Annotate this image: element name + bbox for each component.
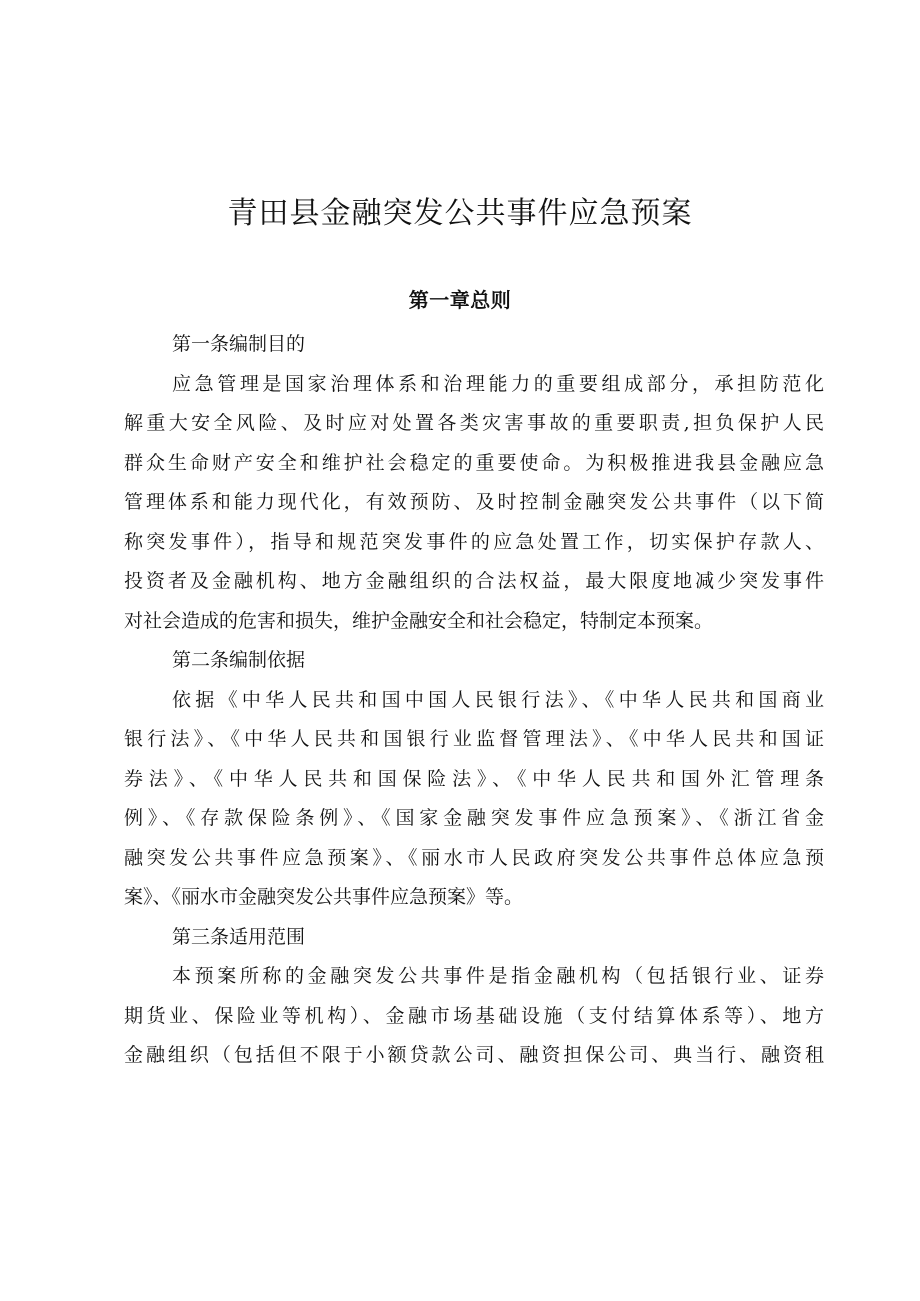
paragraph-line: 金融组织（包括但不限于小额贷款公司、融资担保公司、典当行、融资租 — [124, 1044, 824, 1066]
paragraph-line: 融突发公共事件应急预案》、《丽水市人民政府突发公共事件总体应急预 — [124, 846, 824, 869]
paragraph-line: 称突发事件），指导和规范突发事件的应急处置工作，切实保护存款人、 — [124, 530, 824, 553]
paragraph-line: 应急管理是国家治理体系和治理能力的重要组成部分，承担防范化 — [172, 372, 824, 395]
paragraph-line-last: 对社会造成的危害和损失，维护金融安全和社会稳定，特制定本预案。 — [124, 609, 714, 632]
paragraph-line: 依据《中华人民共和国中国人民银行法》、《中华人民共和国商业 — [172, 688, 824, 711]
section-heading-basis: 第二条编制依据 — [172, 649, 306, 671]
paragraph-line: 管理体系和能力现代化，有效预防、及时控制金融突发公共事件（以下简 — [124, 491, 824, 513]
section-heading-purpose: 第一条编制目的 — [172, 333, 306, 355]
paragraph-line: 券法》、《中华人民共和国保险法》、《中华人民共和国外汇管理条 — [124, 767, 824, 790]
paragraph-line: 期货业、保险业等机构）、金融市场基础设施（支付结算体系等）、地方 — [124, 1004, 824, 1027]
paragraph-line: 银行法》、《中华人民共和国银行业监督管理法》、《中华人民共和国证 — [124, 728, 824, 750]
paragraph-line: 解重大安全风险、及时应对处置各类灾害事故的重要职责,担负保护人民 — [124, 412, 824, 434]
section-heading-scope: 第三条适用范围 — [172, 925, 306, 948]
paragraph-line: 群众生命财产安全和维护社会稳定的重要使命。为积极推进我县金融应急 — [124, 451, 824, 474]
paragraph-line: 例》、《存款保险条例》、《国家金融突发事件应急预案》、《浙江省金 — [124, 807, 824, 829]
paragraph-line: 投资者及金融机构、地方金融组织的合法权益，最大限度地减少突发事件 — [124, 570, 824, 592]
document-body — [124, 325, 824, 1076]
document-title: 青田县金融突发公共事件应急预案 — [227, 196, 693, 231]
chapter-title: 第一章总则 — [408, 288, 512, 312]
paragraph-line: 本预案所称的金融突发公共事件是指金融机构（包括银行业、证券 — [172, 965, 824, 987]
paragraph-line-last: 案》、《丽水市金融突发公共事件应急预案》等。 — [124, 886, 524, 908]
